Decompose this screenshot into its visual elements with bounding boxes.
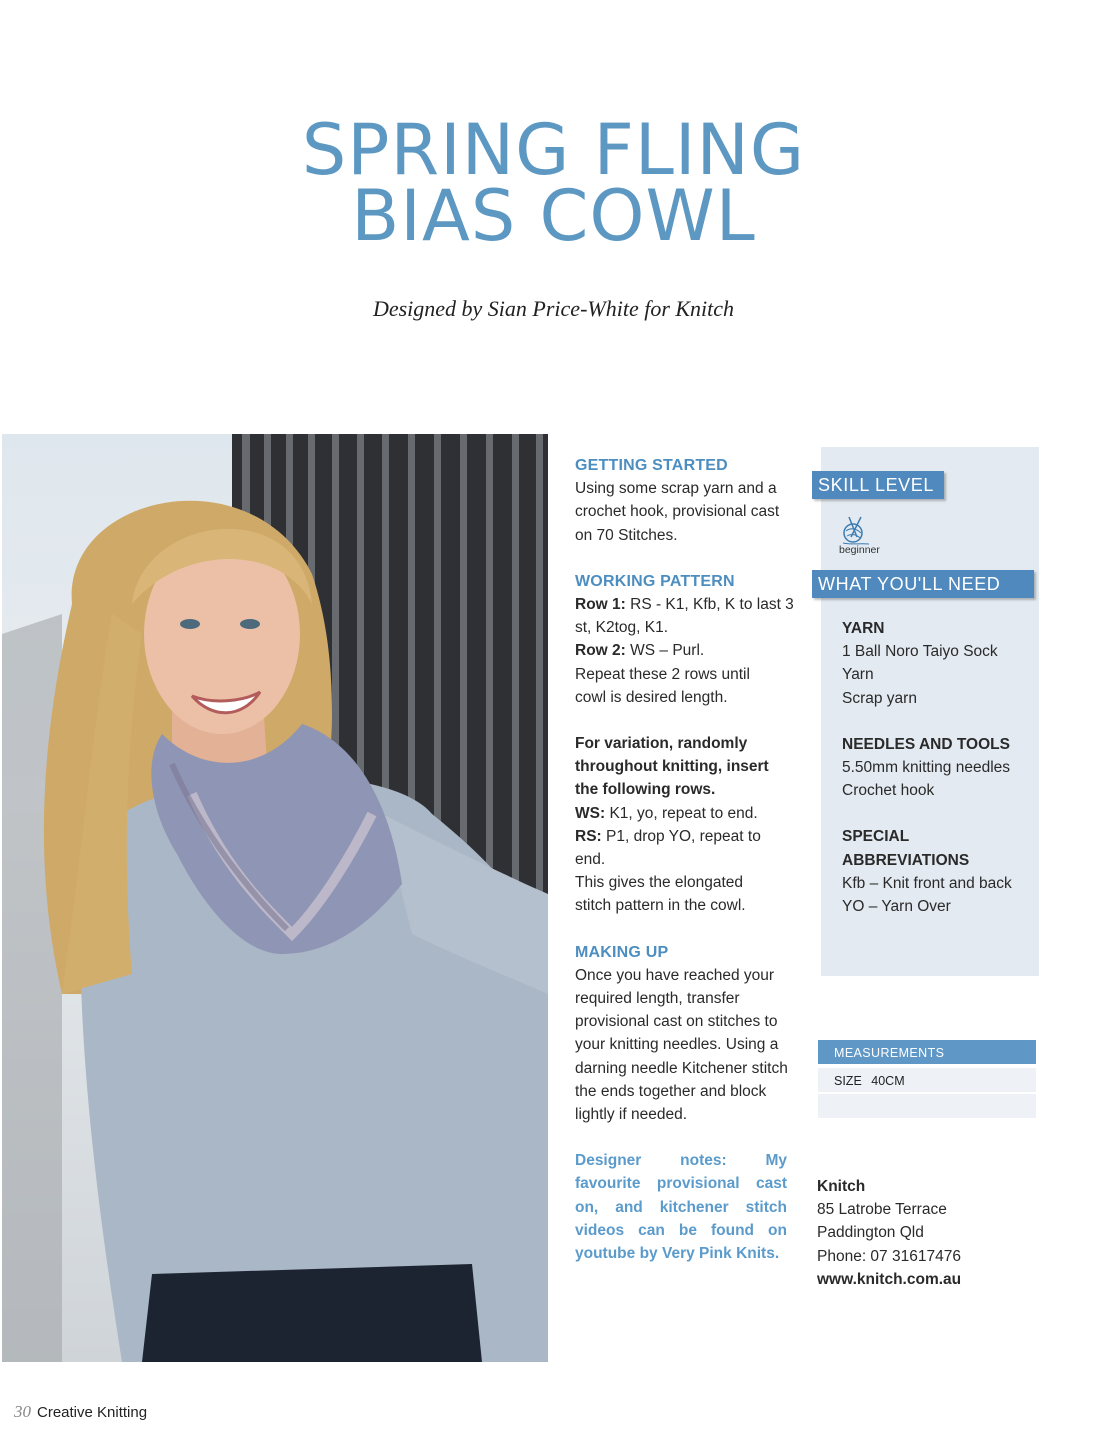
making-up-heading: MAKING UP: [575, 943, 669, 961]
row-2-label: Row 2:: [575, 642, 626, 660]
measurements-empty-row: [818, 1094, 1036, 1118]
measurements-heading: MEASUREMENTS: [834, 1046, 945, 1060]
skill-level-tag: SKILL LEVEL: [812, 471, 944, 499]
abbr-line-2: YO – Yarn Over: [842, 898, 951, 916]
abbr-heading-2: ABBREVIATIONS: [842, 851, 970, 869]
yarn-ball-icon: [839, 513, 873, 547]
stockist-address-2: Paddington Qld: [817, 1224, 924, 1242]
yarn-line-3: Scrap yarn: [842, 689, 917, 707]
measurements-header: [818, 1040, 1036, 1064]
byline: Designed by Sian Price-White for Knitch: [372, 296, 735, 321]
rs-label: RS:: [575, 827, 602, 845]
tools-line-1: 5.50mm knitting needles: [842, 759, 1011, 777]
row-1: [575, 593, 795, 639]
ws-label: WS:: [575, 804, 606, 822]
magazine-name: Creative Knitting: [37, 1404, 148, 1421]
stockist-address-1: 85 Latrobe Terrace: [817, 1201, 947, 1219]
what-you-need-tag: WHAT YOU'LL NEED: [812, 570, 1034, 598]
yarn-line-1: 1 Ball Noro Taiyo Sock: [842, 643, 998, 661]
yarn-heading: YARN: [842, 620, 885, 637]
model-illustration: [2, 434, 548, 1362]
model-photo: [2, 434, 548, 1362]
materials-list: [842, 617, 1032, 918]
title-line-2: BIAS COWL: [351, 175, 756, 257]
row-1-text: RS - K1, Kfb, K to last 3 st, K2tog, K1.: [575, 596, 794, 637]
making-up-text: Once you have reached your required length, transfer provisional cast on stitches to your knitting needles. Using a darning needle Kitchener stitch the ends together and block lightly if needed.: [575, 966, 788, 1124]
stockist-block: [817, 1175, 1017, 1291]
title-line-1: SPRING FLING: [301, 109, 806, 191]
getting-started-heading: GETTING STARTED: [575, 457, 728, 474]
row-2-text: WS – Purl.: [625, 642, 705, 660]
variation-text: For variation, randomly throughout knitting, insert the following rows.: [575, 735, 769, 799]
designer-notes: Designer notes: My favourite provisional cast on, and kitchener stitch videos can be found on youtube by Very Pink Knits.: [575, 1152, 787, 1263]
tools-heading: NEEDLES AND TOOLS: [842, 735, 1010, 753]
stockist-name: Knitch: [817, 1178, 866, 1195]
stockist-website-link[interactable]: www.knitch.com.au: [817, 1270, 962, 1288]
repeat-text: Repeat these 2 rows until cowl is desired length.: [575, 665, 750, 706]
yarn-line-2: Yarn: [842, 666, 874, 684]
rs-text: P1, drop YO, repeat to end.: [575, 827, 761, 869]
page-number: 30: [14, 1402, 31, 1421]
tools-line-2: Crochet hook: [842, 782, 935, 800]
abbr-heading-1: SPECIAL: [842, 828, 910, 846]
stockist-phone: Phone: 07 31617476: [817, 1247, 961, 1265]
skill-label: beginner: [839, 544, 880, 556]
pattern-note: This gives the elongated stitch pattern in the cowl.: [575, 874, 746, 915]
abbr-line-1: Kfb – Knit front and back: [842, 874, 1012, 892]
working-pattern-heading: WORKING PATTERN: [575, 572, 735, 590]
size-label: SIZE: [834, 1074, 862, 1088]
instructions-column: [575, 454, 805, 1265]
getting-started-text: Using some scrap yarn and a crochet hook, provisional cast on 70 Stitches.: [575, 480, 780, 544]
measurements-size-row: [818, 1068, 1036, 1092]
row-2: [575, 639, 805, 662]
ws-row: [575, 802, 805, 825]
rs-row: [575, 825, 780, 871]
ws-text: K1, yo, repeat to end.: [605, 804, 758, 822]
size-value: 40CM: [871, 1074, 905, 1088]
page-footer: [14, 1402, 147, 1422]
row-1-label: Row 1:: [575, 596, 626, 614]
